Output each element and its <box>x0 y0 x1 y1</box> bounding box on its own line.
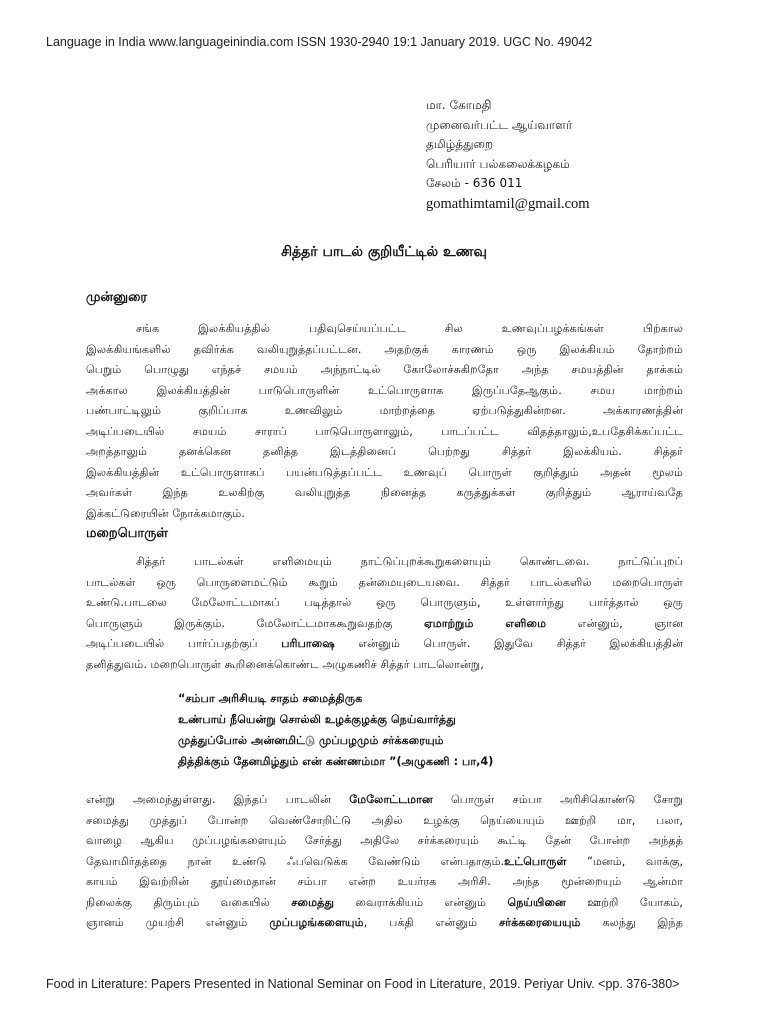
paragraph-line <box>86 913 683 934</box>
text-run: என்னும் பொருள். இதுவே சித்தர் இலக்கியத்தின் <box>334 637 683 650</box>
emphasis-text: உட்பொருள் <box>504 854 567 868</box>
author-department: தமிழ்த்துறை <box>426 137 494 152</box>
paragraph-line: சங்க இலக்கியத்தில் பதிவுசெய்யப்பட்ட சில உணவுப்பழக்கங்கள் பிற்கால <box>136 322 683 335</box>
text-run: என்னும், ஞான <box>546 616 683 630</box>
verse-line: “சம்பா அரிசியடி சாதம் சமைத்திருக <box>178 692 363 705</box>
text-run: பொருள் சம்பா அரிசிகொண்டு சோறு <box>432 793 683 806</box>
text-run: நிலைக்கு திரும்பும் வகையில் <box>86 895 292 909</box>
author-university: பெரியார் பல்கலைக்கழகம் <box>426 156 570 171</box>
paragraph-line: அக்கால இலக்கியத்தின் பாடுபொருளின் உட்பொருளாக இருப்பதேஆகும். சமய மாற்றம் <box>86 383 683 397</box>
section-heading-introduction: முன்னுரை <box>86 290 148 305</box>
paragraph-line: சமைத்து முத்துப் போன்ற வெண்சோறிட்டு அதில் உழக்கு நெய்யையும் ஊற்றி மா, பலா, <box>86 813 683 827</box>
paragraph-line: இலக்கியங்களில் தவிர்க்க வலியுறுத்தப்பட்டன. அதற்குக் காரணம் ஒரு இலக்கியம் தோற்றம் <box>86 342 683 356</box>
author-designation: முனைவர்பட்ட ஆய்வாளர் <box>426 117 573 132</box>
verse-line: முத்துப்போல் அன்னமிட்டு முப்பழமும் சர்க்கரையும் <box>178 734 444 747</box>
text-run: , பக்தி என்னும் <box>363 916 500 929</box>
paragraph-line <box>86 790 683 811</box>
text-run: ஊற்றி யோகம், <box>565 895 683 909</box>
paragraph-line <box>86 634 683 655</box>
emphasis-text: ஏமாற்றும் எளிமை <box>424 616 547 630</box>
author-city: சேலம் - 636 011 <box>426 176 523 191</box>
verse-line: உண்பாய் நீயென்று சொல்லி உழக்குழக்கு நெய்வார்த்து <box>178 713 456 726</box>
paragraph-line: இக்கட்டுரையின் நோக்கமாகும். <box>86 506 245 520</box>
author-email: gomathimtamil@gmail.com <box>426 195 590 212</box>
paragraph-line: காயம் இவற்றின் தூய்மைதான் சம்பா என்ற உயர்ரக அரிசி. அந்த மூன்றையும் ஆன்மா <box>86 875 683 888</box>
section-heading-hidden-meaning: மறைபொருள் <box>86 526 168 541</box>
text-run: தேவாமிர்தத்தை நான் உண்டு ஃபவெடுக்க வேண்டும் என்பதாகும். <box>86 854 505 868</box>
paragraph-line: பெறும் பொழுது எந்தச் சமயம் அந்நாட்டில் கோலோச்சுகிறதோ அந்த சமயத்தின் தாக்கம் <box>86 363 683 376</box>
introduction-paragraph <box>86 319 683 524</box>
paragraph-line: அவர்கள் இந்த உலகிற்கு வலியுறுத்த நினைத்த கருத்துக்கள் குறித்தும் ஆராய்வதே <box>86 486 683 499</box>
emphasis-text: சர்க்கரையையும் <box>499 916 581 929</box>
text-run: பொருளும் இருக்கும். மேலோட்டமாககூறுவதற்கு <box>86 616 425 630</box>
emphasis-text: பரிபாஷை <box>281 637 335 650</box>
paragraph-line: அடிப்படையில் சமயம் சாராப் பாடுபொருளாலும், பாடப்பட்ட விதத்தாலும்,உபதேசிக்கப்பட்ட <box>86 424 683 438</box>
paragraph-line: சித்தர் பாடல்கள் எளிமையும் நாட்டுப்புறக்கூறுகளையும் கொண்டவை. நாட்டுப்புறப் <box>136 555 683 568</box>
text-run: ஞானம் முயற்சி என்னும் <box>86 916 270 929</box>
paragraph-line <box>86 614 683 635</box>
paragraph-line: இலக்கியத்தின் உட்பொருளாகப் பயன்படுத்தப்பட்ட உணவுப் பொருள் குறித்தும் அதன் மூலம் <box>86 465 683 479</box>
paragraph-line: அறத்தாலும் தனக்கென தனித்த இடத்தினைப் பெற்றது சித்தர் இலக்கியம். சித்தர் <box>86 445 683 458</box>
text-run: “மனம், வாக்கு, <box>566 854 683 868</box>
author-address-block <box>426 96 746 214</box>
paragraph-line: உண்டு.பாடலை மேலோட்டமாகப் படித்தால் ஒரு பொருளும், உள்ளார்ந்து பார்த்தால் ஒரு <box>86 596 683 609</box>
text-run: என்று அமைந்துள்ளது. இந்தப் பாடலின் <box>86 793 350 806</box>
verse-line: தித்திக்கும் தேனமிழ்தும் என் கண்ணம்மா ”(அழுகணி : பா,4) <box>178 755 494 768</box>
emphasis-text: சமைத்து <box>291 895 335 909</box>
text-run: அடிப்படையில் பார்ப்பதற்குப் <box>86 637 282 650</box>
paragraph-line <box>86 852 683 873</box>
author-name: மா. கோமதி <box>426 98 492 112</box>
quoted-verse <box>178 688 698 772</box>
hidden-meaning-paragraph <box>86 552 683 675</box>
emphasis-text: மேலோட்டமான <box>349 793 433 806</box>
text-run: கலந்து இந்த <box>580 916 683 929</box>
paragraph-line <box>86 893 683 914</box>
emphasis-text: நெய்யினை <box>507 895 566 909</box>
text-run: வைராக்கியம் என்னும் <box>334 895 508 909</box>
paragraph-line: பண்பாட்டிலும் குறிப்பாக உணவிலும் மாற்றத்தை ஏற்படுத்துகின்றன. அக்காரணத்தின் <box>86 404 683 417</box>
emphasis-text: முப்பழங்களையும் <box>269 916 364 929</box>
running-footer: Food in Literature: Papers Presented in National Seminar on Food in Literature, 2019. Periyar Univ. <pp. 376-380> <box>46 977 680 991</box>
article-title: சித்தர் பாடல் குறியீட்டில் உணவு <box>281 244 487 260</box>
paragraph-line: வாழை ஆகிய முப்பழங்களையும் சேர்த்து அதிலே சர்க்கரையும் கூட்டி தேன் போன்ற அந்தத் <box>86 834 683 847</box>
paragraph-line: பாடல்கள் ஒரு பொருளைமட்டும் கூறும் தன்மையுடையவை. சித்தர் பாடல்களில் மறைபொருள் <box>86 575 683 589</box>
paragraph-line: தனித்துவம். மறைபொருள் கூறினைக்கொண்ட அழுகணிச் சித்தர் பாடலொன்று, <box>86 657 484 671</box>
verse-explanation-paragraph <box>86 790 683 934</box>
running-header: Language in India www.languageinindia.com ISSN 1930-2940 19:1 January 2019. UGC No. 49042 <box>46 35 593 49</box>
